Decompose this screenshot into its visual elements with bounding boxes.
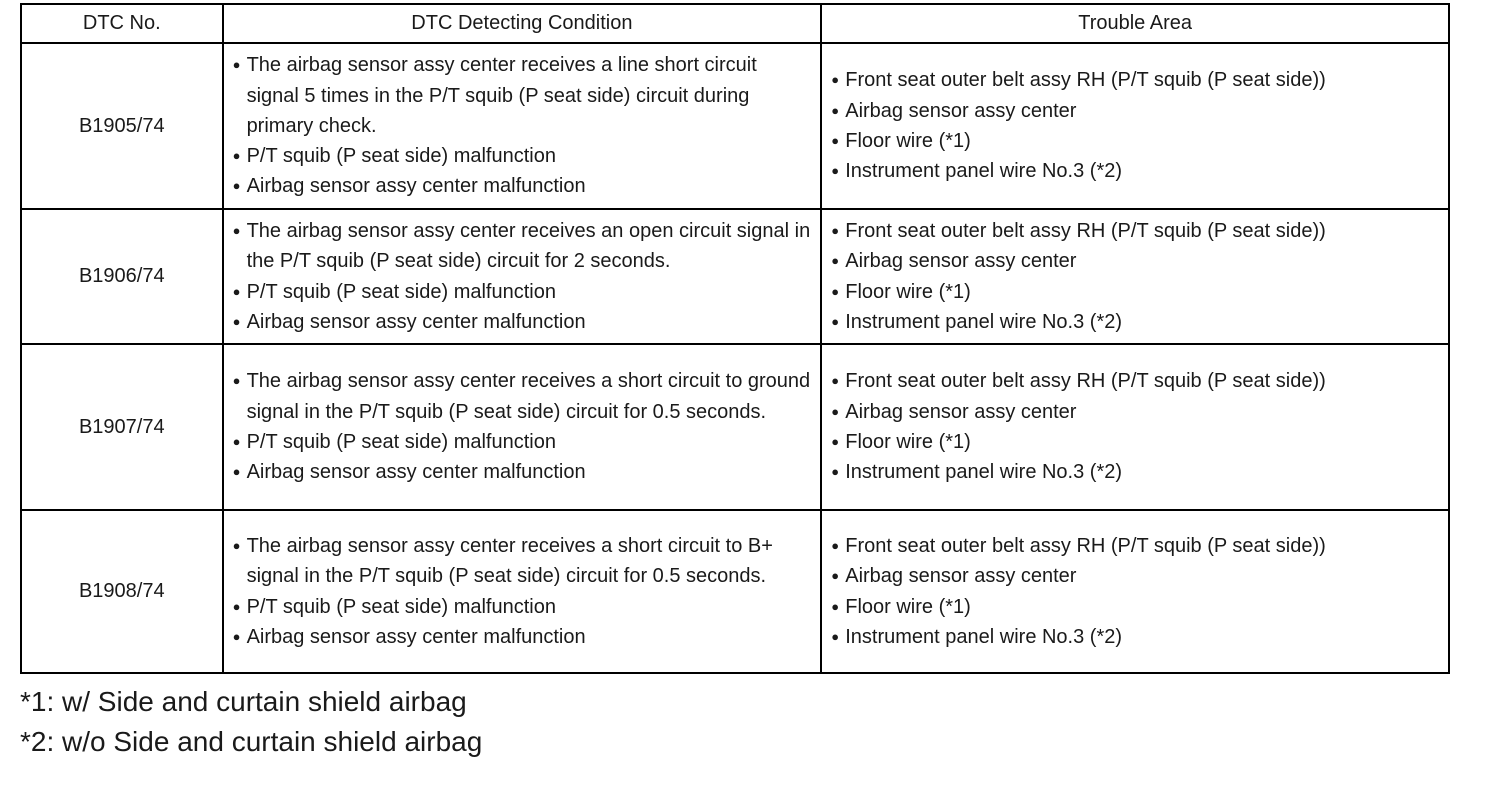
bullet-icon: ● xyxy=(831,222,840,238)
bullet-icon: ● xyxy=(831,568,840,584)
list-item: ● Airbag sensor assy center xyxy=(830,246,1442,276)
area-list xyxy=(830,366,1442,487)
table-row xyxy=(21,344,1449,510)
list-item: ● P/T squib (P seat side) malfunction xyxy=(232,592,815,622)
bullet-icon: ● xyxy=(232,313,241,329)
list-item: ● Floor wire (*1) xyxy=(830,427,1442,457)
condition-list xyxy=(232,216,815,337)
bullet-icon: ● xyxy=(232,222,241,238)
list-item: ● Front seat outer belt assy RH (P/T squib (P seat side)) xyxy=(830,366,1442,396)
list-item: ● P/T squib (P seat side) malfunction xyxy=(232,427,815,457)
list-item: ● The airbag sensor assy center receives a short circuit to ground signal in the P/T squib (P seat side) circuit for 0.5 seconds. xyxy=(232,366,815,427)
bullet-icon: ● xyxy=(831,403,840,419)
dtc-code: B1905/74 xyxy=(21,43,223,209)
list-item: ● Airbag sensor assy center xyxy=(830,397,1442,427)
bullet-icon: ● xyxy=(232,178,241,194)
list-item: ● Airbag sensor assy center xyxy=(830,96,1442,126)
list-item: ● Instrument panel wire No.3 (*2) xyxy=(830,622,1442,652)
list-item: ● Instrument panel wire No.3 (*2) xyxy=(830,307,1442,337)
dtc-table xyxy=(20,3,1450,674)
bullet-icon: ● xyxy=(831,537,840,553)
header-dtc-no: DTC No. xyxy=(21,4,223,43)
detecting-condition-cell xyxy=(223,43,822,209)
detecting-condition-cell xyxy=(223,344,822,510)
bullet-icon: ● xyxy=(232,373,241,389)
list-item: ● Instrument panel wire No.3 (*2) xyxy=(830,457,1442,487)
header-detecting-condition: DTC Detecting Condition xyxy=(223,4,822,43)
bullet-icon: ● xyxy=(232,598,241,614)
list-item: ● The airbag sensor assy center receives a line short circuit signal 5 times in the P/T squib (P seat side) circuit during primary check. xyxy=(232,50,815,141)
footnotes xyxy=(20,682,482,762)
list-item: ● Airbag sensor assy center xyxy=(830,561,1442,591)
bullet-icon: ● xyxy=(831,598,840,614)
list-item: ● Instrument panel wire No.3 (*2) xyxy=(830,156,1442,186)
bullet-icon: ● xyxy=(232,434,241,449)
table-row xyxy=(21,510,1449,673)
trouble-area-cell xyxy=(821,510,1449,673)
bullet-icon: ● xyxy=(232,628,241,644)
list-item: ● Airbag sensor assy center malfunction xyxy=(232,622,815,652)
bullet-icon: ● xyxy=(831,628,840,644)
bullet-icon: ● xyxy=(232,464,241,480)
table-header-row xyxy=(21,4,1449,43)
list-item: ● Front seat outer belt assy RH (P/T squib (P seat side)) xyxy=(830,216,1442,246)
bullet-icon: ● xyxy=(831,102,840,118)
dtc-code: B1907/74 xyxy=(21,344,223,510)
list-item: ● P/T squib (P seat side) malfunction xyxy=(232,141,815,171)
list-item: ● Front seat outer belt assy RH (P/T squib (P seat side)) xyxy=(830,65,1442,95)
bullet-icon: ● xyxy=(831,133,840,148)
area-list xyxy=(830,531,1442,652)
list-item: ● The airbag sensor assy center receives an open circuit signal in the P/T squib (P seat side) circuit for 2 seconds. xyxy=(232,216,815,277)
condition-list xyxy=(232,366,815,487)
table-row xyxy=(21,209,1449,344)
bullet-icon: ● xyxy=(831,163,840,179)
list-item: ● Airbag sensor assy center malfunction xyxy=(232,171,815,201)
bullet-icon: ● xyxy=(232,57,241,73)
list-item: ● The airbag sensor assy center receives a short circuit to B+ signal in the P/T squib (P seat side) circuit for 0.5 seconds. xyxy=(232,531,815,592)
list-item: ● Floor wire (*1) xyxy=(830,277,1442,307)
list-item: ● Front seat outer belt assy RH (P/T squib (P seat side)) xyxy=(830,531,1442,561)
dtc-code: B1908/74 xyxy=(21,510,223,673)
condition-list xyxy=(232,531,815,652)
list-item: ● P/T squib (P seat side) malfunction xyxy=(232,277,815,307)
table-row xyxy=(21,43,1449,209)
bullet-icon: ● xyxy=(831,464,840,480)
bullet-icon: ● xyxy=(831,72,840,88)
header-trouble-area: Trouble Area xyxy=(821,4,1449,43)
footnote-2: *2: w/o Side and curtain shield airbag xyxy=(20,726,483,757)
trouble-area-cell xyxy=(821,43,1449,209)
footnote-1: *1: w/ Side and curtain shield airbag xyxy=(20,686,467,717)
list-item: ● Airbag sensor assy center malfunction xyxy=(232,307,815,337)
trouble-area-cell xyxy=(821,209,1449,344)
bullet-icon: ● xyxy=(232,537,241,553)
bullet-icon: ● xyxy=(831,373,840,389)
bullet-icon: ● xyxy=(831,253,840,269)
detecting-condition-cell xyxy=(223,510,822,673)
area-list xyxy=(830,216,1442,337)
bullet-icon: ● xyxy=(831,434,840,449)
dtc-code: B1906/74 xyxy=(21,209,223,344)
list-item: ● Floor wire (*1) xyxy=(830,126,1442,156)
trouble-area-cell xyxy=(821,344,1449,510)
bullet-icon: ● xyxy=(232,283,241,299)
condition-list xyxy=(232,50,815,201)
list-item: ● Floor wire (*1) xyxy=(830,592,1442,622)
bullet-icon: ● xyxy=(831,283,840,299)
detecting-condition-cell xyxy=(223,209,822,344)
area-list xyxy=(830,65,1442,186)
bullet-icon: ● xyxy=(232,148,241,164)
list-item: ● Airbag sensor assy center malfunction xyxy=(232,457,815,487)
bullet-icon: ● xyxy=(831,313,840,329)
